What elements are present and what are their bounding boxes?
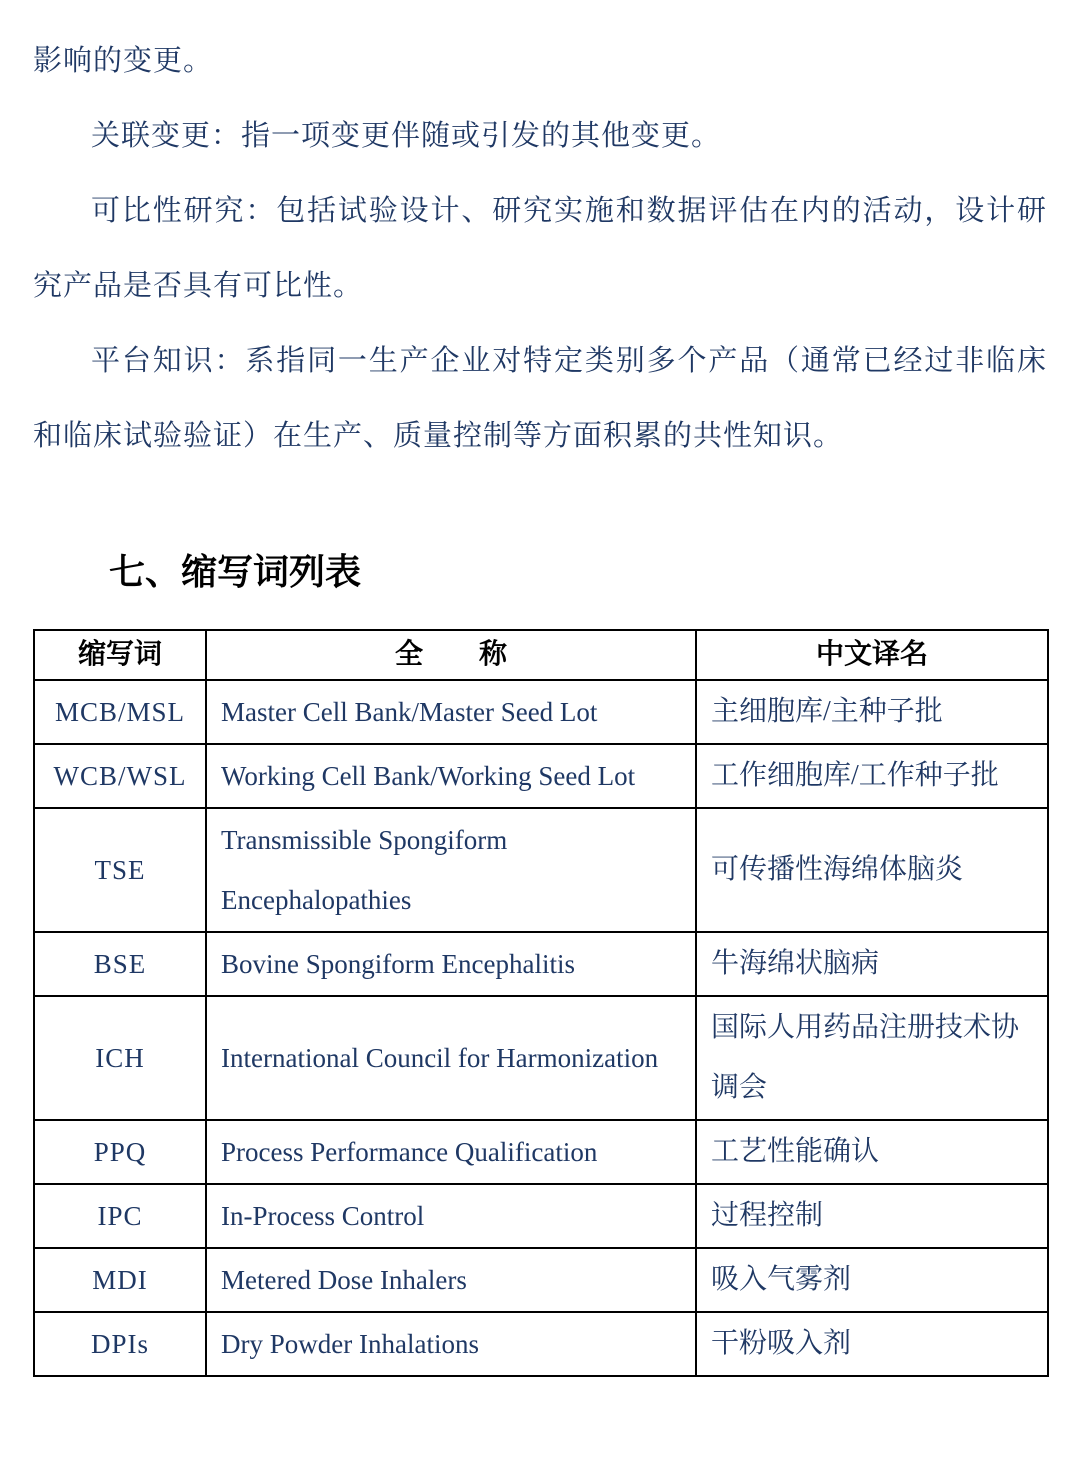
table-header-row [34,630,1048,680]
full-name-cell: Master Cell Bank/Master Seed Lot [206,680,696,744]
chinese-name-cell: 过程控制 [696,1184,1048,1248]
paragraph-comparability-study: 可比性研究：包括试验设计、研究实施和数据评估在内的活动，设计研究产品是否具有可比性。 [33,195,1047,302]
paragraph-platform-knowledge: 平台知识：系指同一生产企业对特定类别多个产品（通常已经过非临床和临床试验验证）在生产、质量控制等方面积累的共性知识。 [33,345,1047,452]
abbreviation-cell: MCB/MSL [34,680,206,744]
table-row [34,680,1048,744]
column-header-abbreviation: 缩写词 [34,630,206,680]
abbreviation-cell: PPQ [34,1120,206,1184]
table-row [34,932,1048,996]
chinese-name-cell: 国际人用药品注册技术协调会 [696,996,1048,1120]
full-name-cell: Process Performance Qualification [206,1120,696,1184]
table-row [34,1248,1048,1312]
section-heading: 七、缩写词列表 [109,551,362,592]
table-row [34,1120,1048,1184]
abbreviation-table [33,629,1049,1377]
column-header-full-name: 全 称 [206,630,696,680]
chinese-name-cell: 主细胞库/主种子批 [696,680,1048,744]
full-name-cell: Bovine Spongiform Encephalitis [206,932,696,996]
abbreviation-cell: IPC [34,1184,206,1248]
abbreviation-cell: ICH [34,996,206,1120]
chinese-name-cell: 牛海绵状脑病 [696,932,1048,996]
chinese-name-cell: 可传播性海绵体脑炎 [696,808,1048,932]
chinese-name-cell: 吸入气雾剂 [696,1248,1048,1312]
chinese-name-cell: 干粉吸入剂 [696,1312,1048,1376]
table-row [34,1184,1048,1248]
table-row [34,1312,1048,1376]
abbreviation-cell: DPIs [34,1312,206,1376]
full-name-cell: Working Cell Bank/Working Seed Lot [206,744,696,808]
full-name-cell: Dry Powder Inhalations [206,1312,696,1376]
full-name-cell: International Council for Harmonization [206,996,696,1120]
table-row [34,744,1048,808]
paragraph-related-change: 关联变更：指一项变更伴随或引发的其他变更。 [91,120,722,152]
abbreviation-cell: BSE [34,932,206,996]
abbreviation-cell: TSE [34,808,206,932]
chinese-name-cell: 工作细胞库/工作种子批 [696,744,1048,808]
abbreviation-table-body [34,680,1048,1376]
table-row [34,996,1048,1120]
full-name-cell: Transmissible Spongiform Encephalopathies [206,808,696,932]
abbreviation-cell: WCB/WSL [34,744,206,808]
abbreviation-cell: MDI [34,1248,206,1312]
table-row [34,808,1048,932]
column-header-chinese-name: 中文译名 [696,630,1048,680]
chinese-name-cell: 工艺性能确认 [696,1120,1048,1184]
full-name-cell: In-Process Control [206,1184,696,1248]
paragraph-continuation: 影响的变更。 [33,45,214,77]
full-name-cell: Metered Dose Inhalers [206,1248,696,1312]
